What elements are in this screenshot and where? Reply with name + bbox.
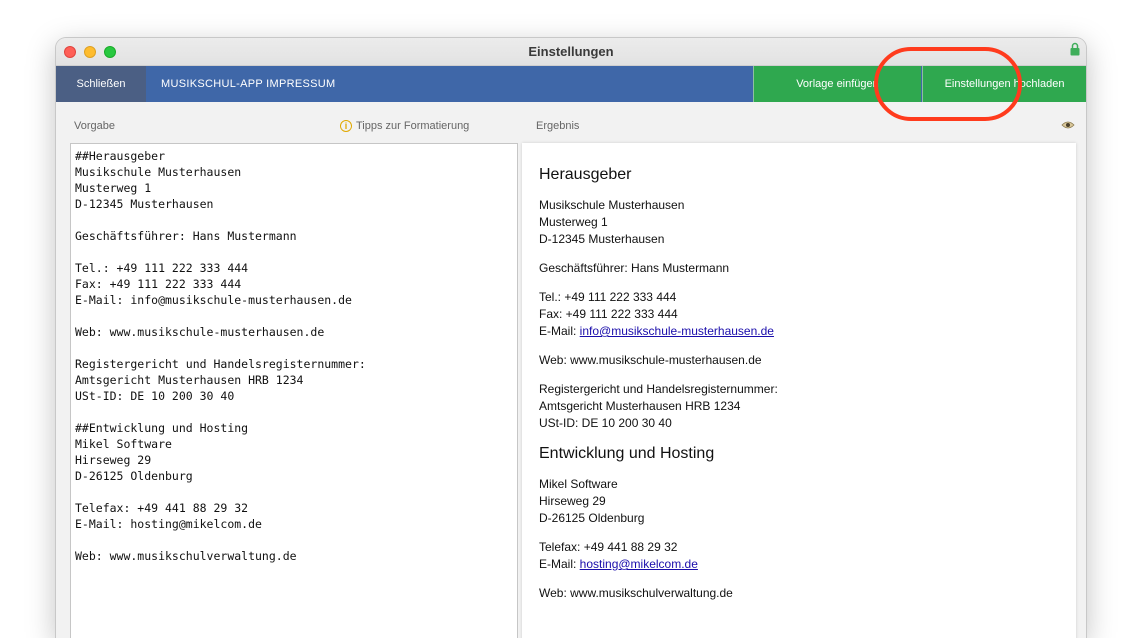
preview-host-contact xyxy=(539,539,1059,573)
formatting-tips-label: Tipps zur Formatierung xyxy=(356,120,470,132)
preview-host-address-line: Hirseweg 29 xyxy=(539,494,606,508)
preview-email-prefix: E-Mail: xyxy=(539,324,580,338)
formatting-tips-link[interactable] xyxy=(340,120,469,132)
preview-host-email xyxy=(539,556,1059,573)
preview-address-line: Musikschule Musterhausen xyxy=(539,198,685,212)
preview-host-web: Web: www.musikschulverwaltung.de xyxy=(539,586,733,600)
settings-window xyxy=(56,38,1086,638)
preview-address xyxy=(539,197,1059,248)
preview-heading-publisher: Herausgeber xyxy=(539,166,632,183)
preview-web: Web: www.musikschule-musterhausen.de xyxy=(539,353,762,367)
preview-host-address xyxy=(539,476,1059,527)
section-title: MUSIKSCHUL-APP IMPRESSUM xyxy=(161,78,336,90)
preview-register-line: Amtsgericht Musterhausen HRB 1234 xyxy=(539,399,741,413)
preview-register-line: Registergericht und Handelsregisternummer: xyxy=(539,382,778,396)
preview-host-address-line: D-26125 Oldenburg xyxy=(539,511,645,525)
window-title: Einstellungen xyxy=(528,44,614,59)
lock-icon[interactable] xyxy=(1070,42,1080,56)
preview-tel: Tel.: +49 111 222 333 444 xyxy=(539,290,677,304)
preview-fax: Fax: +49 111 222 333 444 xyxy=(539,307,678,321)
markdown-editor[interactable]: ##Herausgeber Musikschule Musterhausen Musterweg 1 D-12345 Musterhausen Geschäftsführer: Hans Mustermann Tel.: +49 111 222 333 444 Fax: +49 111 222 333 444 E-Mail: info@musikschule-musterhausen.de Web: www.musikschule-musterhausen.de Registergericht und Handelsregisternummer: Amtsgericht Musterhausen HRB 1234 USt-ID: DE 10 200 30 40 ##Entwicklung und Hosting Mikel Software Hirseweg 29 D-26125 Oldenburg Telefax: +49 441 88 29 32 E-Mail: hosting@mikelcom.de Web: www.musikschulverwaltung.de xyxy=(70,143,518,638)
result-pane-label: Ergebnis xyxy=(536,120,580,132)
preview-email-link[interactable]: info@musikschule-musterhausen.de xyxy=(579,324,774,338)
preview-ceo: Geschäftsführer: Hans Mustermann xyxy=(539,261,730,275)
preview-host-email-prefix: E-Mail: xyxy=(539,557,580,571)
preview-host-address-line: Mikel Software xyxy=(539,477,618,491)
result-preview xyxy=(522,143,1076,638)
eye-icon[interactable] xyxy=(1061,120,1075,130)
preview-telefax: Telefax: +49 441 88 29 32 xyxy=(539,540,678,554)
insert-template-button[interactable]: Vorlage einfügen xyxy=(753,66,921,102)
source-pane-label: Vorgabe xyxy=(74,120,115,132)
highlight-annotation xyxy=(874,47,1022,121)
preview-register xyxy=(539,381,1059,432)
preview-address-line: Musterweg 1 xyxy=(539,215,608,229)
preview-register-line: USt-ID: DE 10 200 30 40 xyxy=(539,416,672,430)
preview-email xyxy=(539,323,1059,340)
close-button[interactable]: Schließen xyxy=(56,66,146,102)
preview-address-line: D-12345 Musterhausen xyxy=(539,232,665,246)
upload-settings-button[interactable]: Einstellungen hochladen xyxy=(922,66,1086,102)
preview-heading-hosting: Entwicklung und Hosting xyxy=(539,445,715,462)
preview-host-email-link[interactable]: hosting@mikelcom.de xyxy=(579,557,698,571)
preview-contact xyxy=(539,289,1059,340)
info-icon: i xyxy=(340,120,352,132)
